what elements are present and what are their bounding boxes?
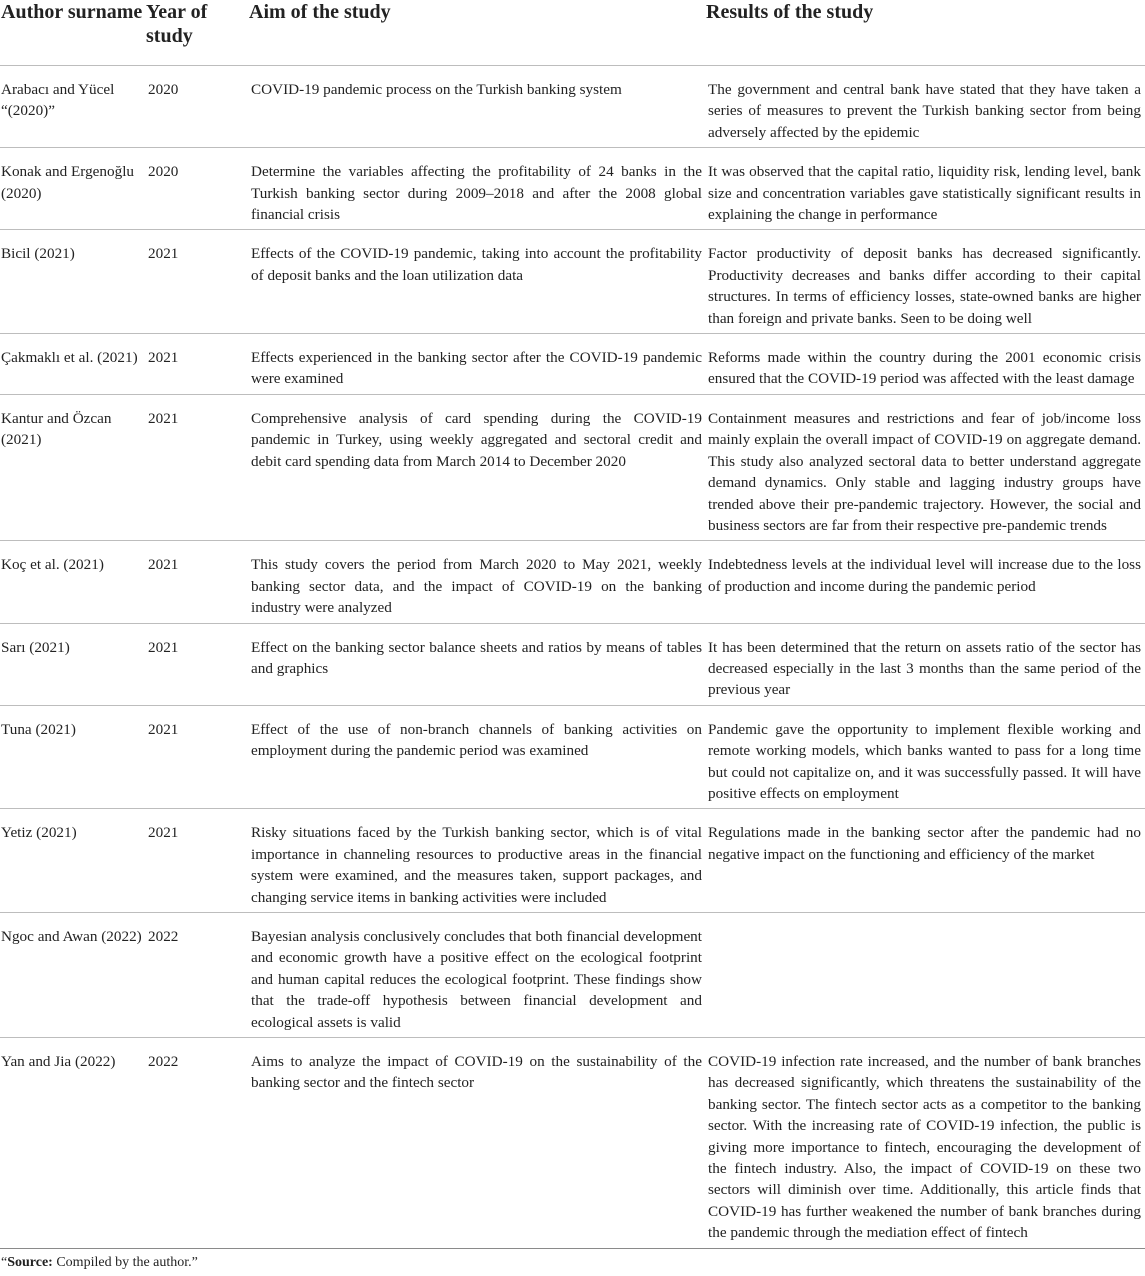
cell-author: Çakmaklı et al. (2021) <box>1 349 138 367</box>
table-row <box>0 541 1145 623</box>
header-results: Results of the study <box>706 1 874 23</box>
header-aim: Aim of the study <box>249 1 391 23</box>
cell-results: It was observed that the capital ratio, liquidity risk, lending level, bank size and concentration variables gave statistically significant results in explaining the change in performance <box>708 163 1141 224</box>
cell-aim: Comprehensive analysis of card spending during the COVID-19 pandemic in Turkey, using weekly aggregated and sectoral credit and debit card spending data from March 2014 to December 2020 <box>251 409 702 470</box>
cell-aim: Aims to analyze the impact of COVID-19 on the sustainability of the banking sector and the fintech sector <box>251 1053 702 1092</box>
table-row <box>0 809 1145 913</box>
cell-aim: Effects experienced in the banking sector after the COVID-19 pandemic were examined <box>251 349 702 388</box>
cell-author: Konak and Ergenoğlu (2020) <box>1 163 135 202</box>
cell-aim: This study covers the period from March 2020 to May 2021, weekly banking sector data, and the impact of COVID-19 on the banking industry were analyzed <box>251 556 702 617</box>
cell-year: 2021 <box>148 349 179 367</box>
cell-aim: Risky situations faced by the Turkish banking sector, which is of vital importance in channeling resources to productive areas in the financial system were examined, and the measures taken, support packages, and changing service items in banking activities were included <box>251 824 702 906</box>
table-row <box>0 705 1145 809</box>
cell-results: COVID-19 infection rate increased, and the number of bank branches has decreased significantly, which threatens the sustainability of the banking sector. The fintech sector acts as a competitor to the banking sector. With the increasing rate of COVID-19 infection, the public is giving more importance to fintech, encouraging the development of the fintech industry. Also, the impact of COVID-19 on these two sectors will diminish over time. Additionally, this article finds that COVID-19 has further weakened the number of bank branches during the pandemic through the mediation effect of fintech <box>708 1053 1141 1242</box>
cell-author: Kantur and Özcan (2021) <box>1 409 112 449</box>
source-label: Source: <box>7 1254 53 1270</box>
cell-author: Koç et al. (2021) <box>1 556 104 574</box>
header-year: Year of study <box>146 1 208 47</box>
cell-results: Factor productivity of deposit banks has decreased significantly. Productivity decreases and banks differ according to their capital structures. In terms of efficiency losses, state-owned banks are higher than foreign and private banks. Seen to be doing well <box>708 245 1141 327</box>
table-header <box>0 0 1145 66</box>
cell-year: 2021 <box>148 556 179 574</box>
cell-aim: Bayesian analysis conclusively concludes that both financial development and economic growth have a positive effect on the ecological footprint and human capital reduces the ecological footprint. These findings show that the trade-off hypothesis between financial development and ecological assets is valid <box>251 928 702 1031</box>
cell-aim: COVID-19 pandemic process on the Turkish banking system <box>251 81 622 98</box>
source-note <box>0 1255 1145 1271</box>
cell-author: Ngoc and Awan (2022) <box>1 928 142 945</box>
cell-results <box>706 913 1145 1038</box>
cell-aim: Effect on the banking sector balance sheets and ratios by means of tables and graphics <box>251 638 702 677</box>
cell-results: Containment measures and restrictions and fear of job/income loss mainly explain the overall impact of COVID-19 on aggregate demand. This study also analyzed sectoral data to better understand aggregate demand dynamics. Only stable and lagging industry groups have trended above their pre-pandemic trajectory. However, the social and business sectors are far from their respective pre-pandemic trends <box>708 409 1141 534</box>
cell-year: 2020 <box>148 163 179 181</box>
table-row <box>0 334 1145 395</box>
cell-year: 2021 <box>148 245 179 263</box>
table-row <box>0 66 1145 148</box>
table-row <box>0 913 1145 1038</box>
cell-year: 2022 <box>148 1053 179 1071</box>
source-text: Compiled by the author.” <box>52 1254 198 1270</box>
cell-author: Arabacı and Yücel “(2020)” <box>1 81 115 120</box>
cell-results: Regulations made in the banking sector after the pandemic had no negative impact on the functioning and efficiency of the market <box>708 824 1141 863</box>
cell-year: 2021 <box>148 638 179 656</box>
table-body <box>0 66 1145 1249</box>
cell-aim: Effects of the COVID-19 pandemic, taking into account the profitability of deposit banks and the loan utilization data <box>251 245 702 284</box>
table-row <box>0 623 1145 705</box>
cell-year: 2021 <box>148 409 179 427</box>
cell-results: Pandemic gave the opportunity to implement flexible working and remote working models, which banks wanted to pass for a long time but could not capitalize on, and it was successfully passed. It will have positive effects on employment <box>708 720 1141 802</box>
table-row <box>0 1038 1145 1249</box>
table-row <box>0 230 1145 334</box>
cell-year: 2020 <box>148 81 179 98</box>
cell-results: Indebtedness levels at the individual level will increase due to the loss of production and income during the pandemic period <box>708 556 1141 595</box>
cell-results: The government and central bank have stated that they have taken a series of measures to prevent the Turkish banking sector from being adversely affected by the epidemic <box>708 81 1141 141</box>
cell-author: Sarı (2021) <box>1 638 70 656</box>
source-open-quote: “ <box>1 1254 8 1270</box>
cell-aim: Determine the variables affecting the profitability of 24 banks in the Turkish banking sector during 2009–2018 and after the 2008 global financial crisis <box>251 163 702 224</box>
cell-author: Yan and Jia (2022) <box>1 1053 116 1071</box>
cell-author: Tuna (2021) <box>1 720 76 738</box>
table-row <box>0 394 1145 540</box>
cell-author: Yetiz (2021) <box>1 824 77 842</box>
cell-year: 2021 <box>148 720 179 738</box>
cell-author: Bicil (2021) <box>1 245 75 263</box>
header-row <box>0 0 1145 66</box>
cell-aim: Effect of the use of non-branch channels of banking activities on employment during the pandemic period was examined <box>251 720 702 760</box>
table-row <box>0 148 1145 230</box>
cell-results: Reforms made within the country during the 2001 economic crisis ensured that the COVID-19 period was affected with the least damage <box>708 349 1141 388</box>
cell-year: 2021 <box>148 824 179 842</box>
cell-results: It has been determined that the return on assets ratio of the sector has decreased especially in the last 3 months than the same period of the previous year <box>708 638 1141 699</box>
header-author: Author surname <box>1 1 143 23</box>
cell-year: 2022 <box>148 928 179 945</box>
